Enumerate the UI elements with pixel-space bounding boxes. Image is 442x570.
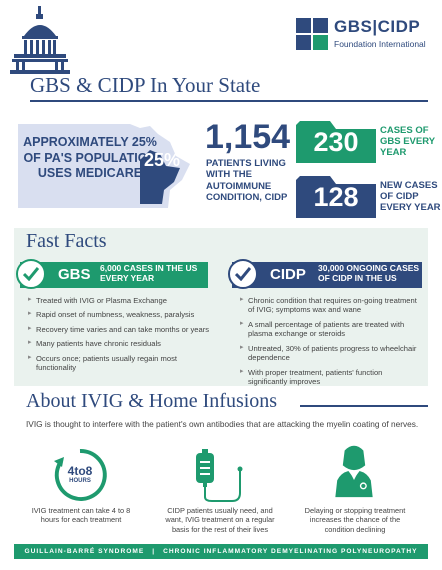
iv-bag-icon [192, 447, 248, 503]
doctor-caption: Delaying or stopping treatment increases the chance of the condition declining [304, 506, 406, 534]
title-divider [30, 100, 428, 102]
logo-name: GBS|CIDP [334, 17, 421, 36]
iv-caption: CIDP patients usually need, and want, IVIG treatment on a regular basis for the rest of their lives [165, 506, 275, 534]
clock-hours-text: 4to8 [67, 464, 93, 478]
gbs-cases-number: 230 [313, 127, 359, 157]
fast-facts-title: Fast Facts [26, 230, 107, 252]
footer-separator: | [152, 548, 156, 555]
medicare-percent: 25% [144, 150, 181, 170]
cidp-cases-number: 128 [313, 182, 359, 212]
list-item: ▸ Recovery time varies and can take months or years [28, 325, 218, 334]
page-title: GBS & CIDP In Your State [30, 73, 261, 97]
cidp-cases-label: NEW CASES OF CIDP EVERY YEAR [380, 180, 441, 213]
list-item: ▸ Chronic condition that requires on-going treatment of IVIG; symptoms wax and wane [240, 296, 422, 315]
gbs-cases-label: CASES OF GBS EVERY YEAR [380, 125, 435, 158]
gbs-check-icon [16, 259, 46, 289]
list-item: ▸ Rapid onset of numbness, weakness, paralysis [28, 310, 218, 319]
patients-text: PATIENTS LIVING WITH THE AUTOIMMUNE CONDITION, CIDP [206, 158, 288, 204]
cidp-badge [232, 262, 422, 288]
logo-subtitle: Foundation International [334, 39, 426, 49]
ivig-divider [300, 405, 428, 407]
cidp-badge-name: CIDP [270, 266, 306, 283]
footer-cidp: CHRONIC INFLAMMATORY DEMYELINATING POLYNEUROPATHY [163, 548, 418, 555]
clock-icon [52, 447, 108, 503]
list-item: ▸ With proper treatment, patients' function significantly improves [240, 368, 422, 387]
cidp-facts-list [240, 296, 422, 392]
clock-hours-label: HOURS [69, 478, 91, 484]
patients-number: 1,154 [205, 118, 291, 156]
gbs-badge-name: GBS [58, 266, 91, 283]
medicare-stat-text: APPROXIMATELY 25% OF PA'S POPULATION USES MEDICARE [23, 135, 157, 181]
cidp-badge-desc: 30,000 ONGOING CASES OF CIDP IN THE US [318, 263, 420, 283]
footer-bar [14, 544, 428, 559]
list-item: ▸ A small percentage of patients are treated with plasma exchange or steroids [240, 320, 422, 339]
ivig-title: About IVIG & Home Infusions [26, 390, 278, 412]
clock-caption: IVIG treatment can take 4 to 8 hours for each treatment [31, 506, 131, 525]
gbs-facts-list [28, 296, 218, 378]
logo-grid-icon [296, 18, 328, 50]
doctor-icon [326, 443, 382, 499]
cidp-check-icon [228, 259, 258, 289]
capitol-icon [10, 6, 70, 76]
list-item: ▸ Occurs once; patients usually regain most functionality [28, 354, 218, 373]
list-item: ▸ Treated with IVIG or Plasma Exchange [28, 296, 218, 305]
list-item: ▸ Many patients have chronic residuals [28, 339, 218, 348]
gbs-badge [20, 262, 208, 288]
footer-gbs: GUILLAIN-BARRÉ SYNDROME [24, 548, 145, 555]
gbs-badge-desc: 6,000 CASES IN THE US EVERY YEAR [100, 263, 198, 283]
ivig-intro: IVIG is thought to interfere with the patient's own antibodies that are attacking the myelin coating of nerves. [26, 419, 419, 429]
list-item: ▸ Untreated, 30% of patients progress to wheelchair dependence [240, 344, 422, 363]
